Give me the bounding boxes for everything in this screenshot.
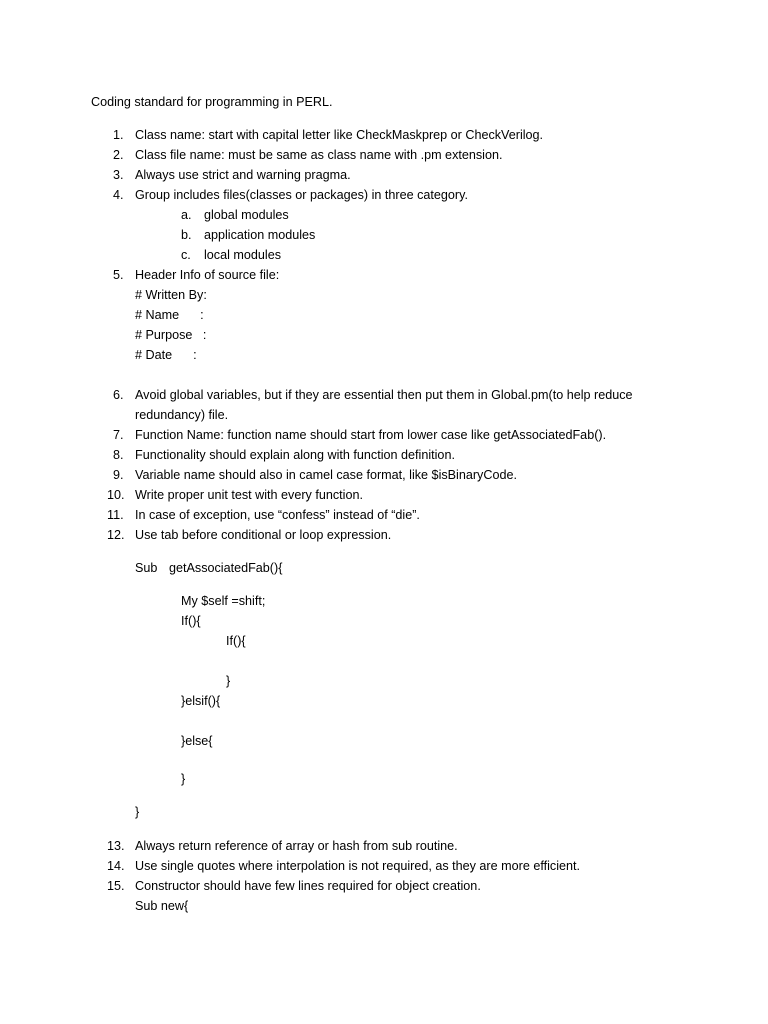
list-number: 5. — [113, 268, 124, 282]
code-line: }else{ — [181, 734, 213, 748]
code-sub-name: getAssociatedFab(){ — [169, 561, 283, 575]
list-item: Always use strict and warning pragma. — [135, 168, 351, 182]
list-number: 6. — [113, 388, 124, 402]
header-line: # Date : — [135, 348, 197, 362]
code-line: } — [181, 772, 186, 786]
code-line: }elsif(){ — [181, 694, 221, 708]
code-sub-keyword: Sub — [135, 561, 158, 575]
header-line: # Name : — [135, 308, 204, 322]
doc-title: Coding standard for programming in PERL. — [91, 95, 333, 109]
list-number: 4. — [113, 188, 124, 202]
header-line: # Purpose : — [135, 328, 207, 342]
list-item: Avoid global variables, but if they are essential then put them in Global.pm(to help reduce — [135, 388, 633, 402]
list-item: Always return reference of array or hash from sub routine. — [135, 839, 458, 853]
sublist-letter: b. — [181, 228, 192, 242]
code-line: } — [135, 805, 140, 819]
sublist-letter: c. — [181, 248, 191, 262]
header-line: # Written By: — [135, 288, 207, 302]
list-number: 7. — [113, 428, 124, 442]
list-item: Function Name: function name should start from lower case like getAssociatedFab(). — [135, 428, 607, 442]
list-item: Constructor should have few lines required for object creation. — [135, 879, 481, 893]
list-number: 15. — [107, 879, 125, 893]
list-number: 1. — [113, 128, 124, 142]
list-number: 2. — [113, 148, 124, 162]
list-number: 8. — [113, 448, 124, 462]
list-number: 11. — [107, 508, 124, 522]
list-item: In case of exception, use “confess” instead of “die”. — [135, 508, 420, 522]
list-item: Functionality should explain along with function definition. — [135, 448, 455, 462]
list-number: 3. — [113, 168, 124, 182]
sublist-letter: a. — [181, 208, 192, 222]
sublist-item: application modules — [204, 228, 316, 242]
code-line: } — [226, 674, 231, 688]
code-line: Sub new{ — [135, 899, 189, 913]
list-item: Use single quotes where interpolation is not required, as they are more efficient. — [135, 859, 580, 873]
list-item-continuation: redundancy) file. — [135, 408, 229, 422]
list-number: 12. — [107, 528, 125, 542]
list-number: 13. — [107, 839, 125, 853]
code-line: My $self =shift; — [181, 594, 266, 608]
code-line: If(){ — [226, 634, 246, 648]
list-item: Class name: start with capital letter like CheckMaskprep or CheckVerilog. — [135, 128, 544, 142]
code-line: If(){ — [181, 614, 201, 628]
sublist-item: local modules — [204, 248, 282, 262]
list-number: 14. — [107, 859, 125, 873]
list-item: Write proper unit test with every function. — [135, 488, 363, 502]
list-item: Use tab before conditional or loop expression. — [135, 528, 392, 542]
list-number: 9. — [113, 468, 124, 482]
list-item: Variable name should also in camel case format, like $isBinaryCode. — [135, 468, 517, 482]
list-item: Class file name: must be same as class name with .pm extension. — [135, 148, 503, 162]
list-item: Header Info of source file: — [135, 268, 280, 282]
list-item: Group includes files(classes or packages) in three category. — [135, 188, 468, 202]
sublist-item: global modules — [204, 208, 289, 222]
list-number: 10. — [107, 488, 125, 502]
